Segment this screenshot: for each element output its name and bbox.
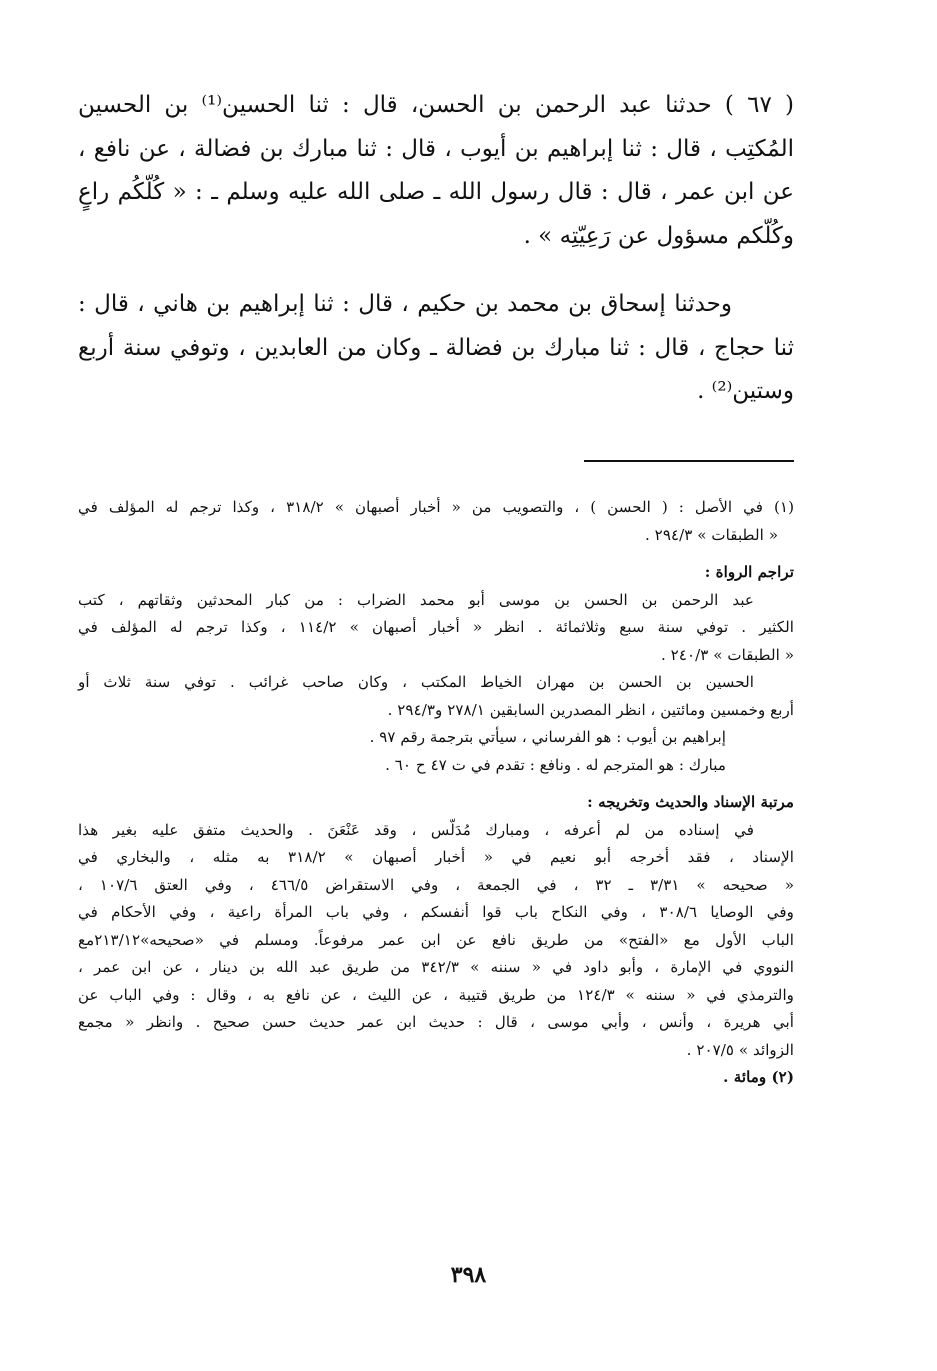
narrator-entry: إبراهيم بن أيوب : هو الفرساني ، سيأتي بترجمة رقم ٩٧ . (369, 728, 726, 746)
footnote-line: « الطبقات » ٢٩٤/٣ . (645, 525, 778, 544)
narrators-heading: تراجم الرواة : (704, 563, 794, 581)
text-line: وحدثنا إسحاق بن محمد بن حكيم ، قال : ثنا إبراهيم بن هاني ، قال : (78, 291, 732, 317)
narrator-entry: مبارك : هو المترجم له . ونافع : تقدم في ت ٤٧ ح ٦٠ . (385, 755, 726, 774)
text-line: ثنا حجاج ، قال : ثنا مبارك بن فضالة ـ وكان من العابدين ، وتوفي سنة أربع (78, 334, 794, 361)
text-line: المُكتِب ، قال : ثنا إبراهيم بن أيوب ، قال : ثنا مبارك بن فضالة ، عن نافع ، (78, 135, 794, 162)
isnad-paragraph (78, 283, 794, 414)
footnote-line: الحسين بن الحسن بن مهران الخياط المكتب ، وكان صاحب غرائب . توفي سنة ثلاث أو (78, 673, 754, 691)
footnote-line: في إسناده من لم أعرفه ، ومبارك مُدَلّس ، وقد عَنْعَنَ . والحديث متفق عليه بغير هذا (78, 820, 754, 839)
footnote-line: عبد الرحمن بن الحسن بن موسى أبو محمد الضراب : من كبار المحدثين وثقاتهم ، كتب (78, 590, 754, 609)
text-line: عن ابن عمر ، قال : قال رسول الله ـ صلى الله عليه وسلم ـ : « كُلّكُم راعٍ (78, 179, 794, 205)
main-text (78, 84, 794, 414)
footnote-separator (584, 460, 794, 462)
footnote-line: وفي الوصايا ٣٠٨/٦ ، وفي النكاح باب قوا أنفسكم ، وفي باب المرأة راعية ، وفي الأحكام في (78, 903, 794, 921)
book-page (78, 84, 794, 1304)
footnote-line: الباب الأول مع «الفتح» من طريق نافع عن ابن عمر مرفوعاً. ومسلم في «صحيحه»٢١٣/١٢مع (78, 930, 794, 949)
footnote-line: النووي في الإمارة ، وأبو داود في « سننه » ٣٤٢/٣ من طريق عبد الله بن دينار ، عن ابن عمر ، (78, 958, 794, 976)
footnotes (78, 494, 794, 1092)
hadith-paragraph (78, 84, 794, 258)
footnote-1 (78, 494, 794, 549)
takhrij-paragraph (78, 817, 794, 1065)
footnote-line: « صحيحه » ٣/٣١ ـ ٣٢ ، في الجمعة ، وفي الاستقراض ٤٦٦/٥ ، وفي العتق ١٠٧/٦ ، (78, 875, 795, 894)
footnote-line: الزوائد » ٢٠٧/٥ . (686, 1040, 794, 1059)
narrator-entry (78, 587, 794, 670)
page-number: ٣٩٨ (450, 1262, 487, 1288)
footnote-line: (١) في الأصل : ( الحسن ) ، والتصويب من « أخبار أصبهان » ٣١٨/٢ ، وكذا ترجم له المؤلف في (78, 498, 794, 516)
text-line: ( ٦٧ ) حدثنا عبد الرحمن بن الحسن، قال : ثنا الحسين⁽¹⁾ بن الحسين (78, 92, 794, 118)
text-line: وستين⁽²⁾ . (697, 378, 794, 404)
footnote-line: والترمذي في « سننه » ١٢٤/٣ من طريق قتيبة ، عن الليث ، عن نافع به ، وقال : وفي الباب عن (78, 985, 794, 1004)
footnote-line: « الطبقات » ٢٤٠/٣ . (661, 645, 794, 664)
footnote-line: أبي هريرة ، وأنس ، وأبي موسى ، قال : حديث ابن عمر حديث حسن صحيح . وانظر « مجمع (78, 1013, 794, 1031)
isnad-heading: مرتبة الإسناد والحديث وتخريجه : (587, 793, 794, 811)
narrator-entry (78, 669, 794, 724)
text-line: وكُلّكم مسؤول عن رَعِيّتِه » . (523, 222, 794, 249)
footnote-line: الإسناد ، فقد أخرجه أبو نعيم في « أخبار أصبهان » ٣١٨/٢ به مثله ، والبخاري في (78, 848, 794, 866)
footnote-line: أربع وخمسين ومائتين ، انظر المصدرين السابقين ٢٧٨/١ و٢٩٤/٣ . (387, 700, 794, 719)
footnote-2: (٢) ومائة . (723, 1068, 794, 1086)
footnote-line: الكثير . توفي سنة سبع وثلاثمائة . انظر « أخبار أصبهان » ١١٤/٢ ، وكذا ترجم له المؤلف في (78, 618, 794, 636)
